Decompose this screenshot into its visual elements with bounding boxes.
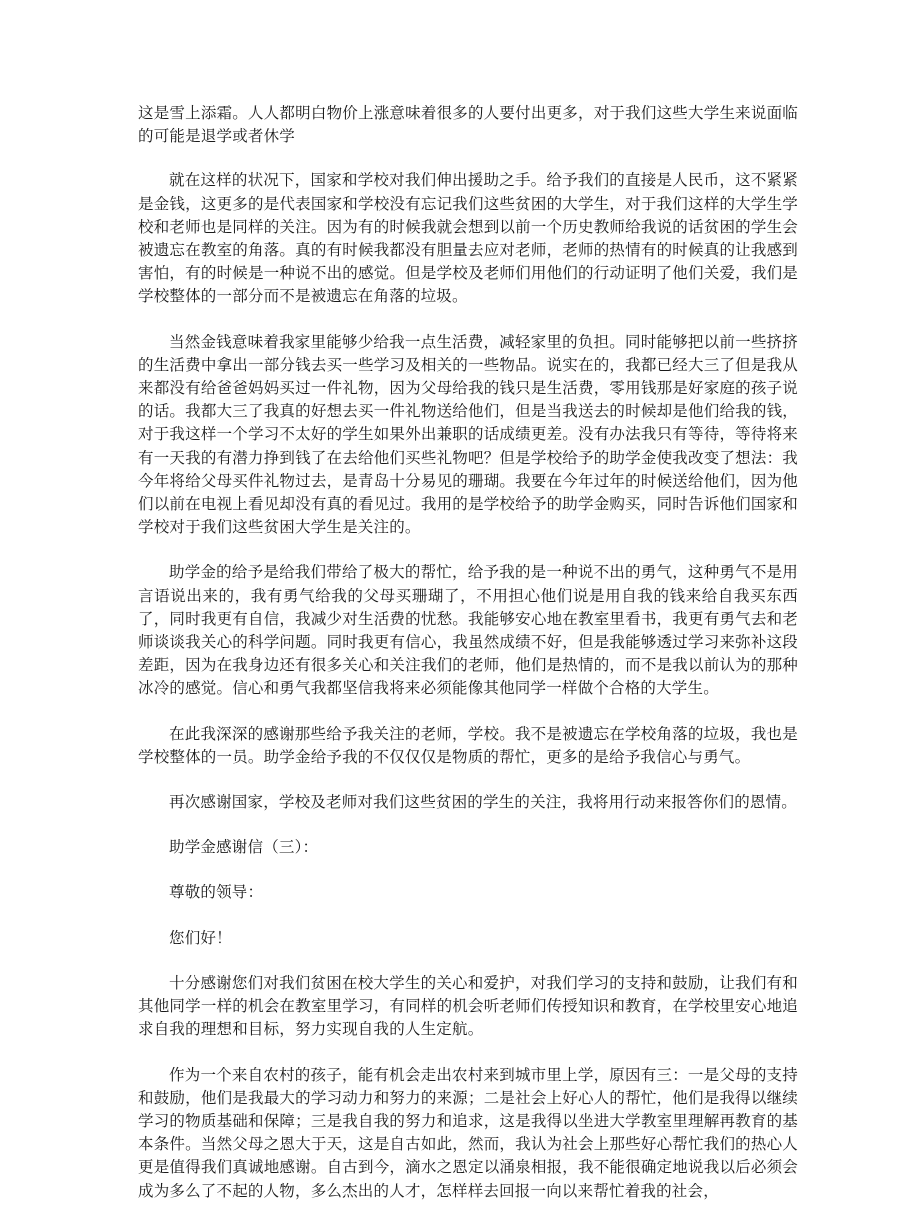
letter-salutation: 尊敬的领导：: [169, 883, 264, 902]
paragraph-continuation: 这是雪上添霜。人人都明白物价上涨意味着很多的人要付出更多，对于我们这些大学生来说面临的可能是退学或者休学: [138, 104, 798, 146]
paragraph-thanks-leaders: 十分感谢您们对我们贫困在校大学生的关心和爱护，对我们学习的支持和鼓励，让我们有和其他同学一样的机会在教室里学习，有同样的机会听老师们传授知识和教育，在学校里安心地追求自我的理想和目标，努力实现自我的人生定航。: [138, 973, 798, 1039]
letter-greeting: 您们好！: [169, 928, 232, 947]
paragraph-courage: 助学金的给予是给我们带给了极大的帮忙，给予我的是一种说不出的勇气，这种勇气不是用言语说出来的，我有勇气给我的父母买珊瑚了，不用担心他们说是用自我的钱来给自我买东西了，同时我更有自信，我减少对生活费的忧愁。我能够安心地在教室里看书，我更有勇气去和老师谈谈我关心的科学问题。同时我更有信心，我虽然成绩不好，但是我能够透过学习来弥补这段差距，因为在我身边还有很多关心和关注我们的老师，他们是热情的，而不是我以前认为的那种冰冷的感觉。信心和勇气我都坚信我将来必须能像其他同学一样做个合格的大学生。: [138, 563, 798, 698]
paragraph-thanks-again: 再次感谢国家，学校及老师对我们这些贫困的学生的关注，我将用行动来报答你们的恩情。: [169, 793, 798, 812]
paragraph-money-meaning: 当然金钱意味着我家里能够少给我一点生活费，减轻家里的负担。同时能够把以前一些挤挤的生活费中拿出一部分钱去买一些学习及相关的一些物品。说实在的，我都已经大三了但是我从来都没有给爸爸妈妈买过一件礼物，因为父母给我的钱只是生活费，零用钱那是好家庭的孩子说的话。我都大三了我真的好想去买一件礼物送给他们，但是当我送去的时候却是他们给我的钱，对于我这样一个学习不太好的学生如果外出兼职的话成绩更差。没有办法我只有等待，等待将来有一天我的有潜力挣到钱了在去给他们买些礼物吧？但是学校给予的助学金使我改变了想法：我今年将给父母买件礼物过去，是青岛十分易见的珊瑚。我要在今年过年的时候送给他们，因为他们以前在电视上看见却没有真的看见过。我用的是学校给予的助学金购买，同时告诉他们国家和学校对于我们这些贫困大学生是关注的。: [138, 332, 798, 537]
document-body: [138, 102, 798, 1225]
paragraph-rural-child: 作为一个来自农村的孩子，能有机会走出农村来到城市里上学，原因有三：一是父母的支持和鼓励，他们是我最大的学习动力和努力的来源；二是社会上好心人的帮忙，他们是我得以继续学习的物质基础和保障；三是我自我的努力和追求，这是我得以坐进大学教室里理解再教育的基本条件。当然父母之恩大于天，这是自古如此，然而，我认为社会上那些好心帮忙我们的热心人更是值得我们真诚地感谢。自古到今，滴水之恩定以涌泉相报，我不能很确定地说我以后必须会成为多么了不起的人物，多么杰出的人才，怎样样去回报一向以来帮忙着我的社会，: [138, 1065, 798, 1200]
paragraph-gratitude-teachers: 在此我深深的感谢那些给予我关注的老师，学校。我不是被遗忘在学校角落的垃圾，我也是学校整体的一员。助学金给予我的不仅仅仅是物质的帮忙，更多的是给予我信心与勇气。: [138, 724, 798, 766]
letter-heading: 助学金感谢信（三）：: [169, 838, 319, 857]
paragraph-assistance: 就在这样的状况下，国家和学校对我们伸出援助之手。给予我们的直接是人民币，这不紧紧是金钱，这更多的是代表国家和学校没有忘记我们这些贫困的大学生，对于我们这样的大学生学校和老师也是同样的关注。因为有的时候我就会想到以前一个历史教师给我说的话贫困的学生会被遗忘在教室的角落。真的有时候我都没有胆量去应对老师，老师的热情有的时候真的让我感到害怕，有的时候是一种说不出的感觉。但是学校及老师们用他们的行动证明了他们关爱，我们是学校整体的一部分而不是被遗忘在角落的垃圾。: [138, 171, 798, 306]
